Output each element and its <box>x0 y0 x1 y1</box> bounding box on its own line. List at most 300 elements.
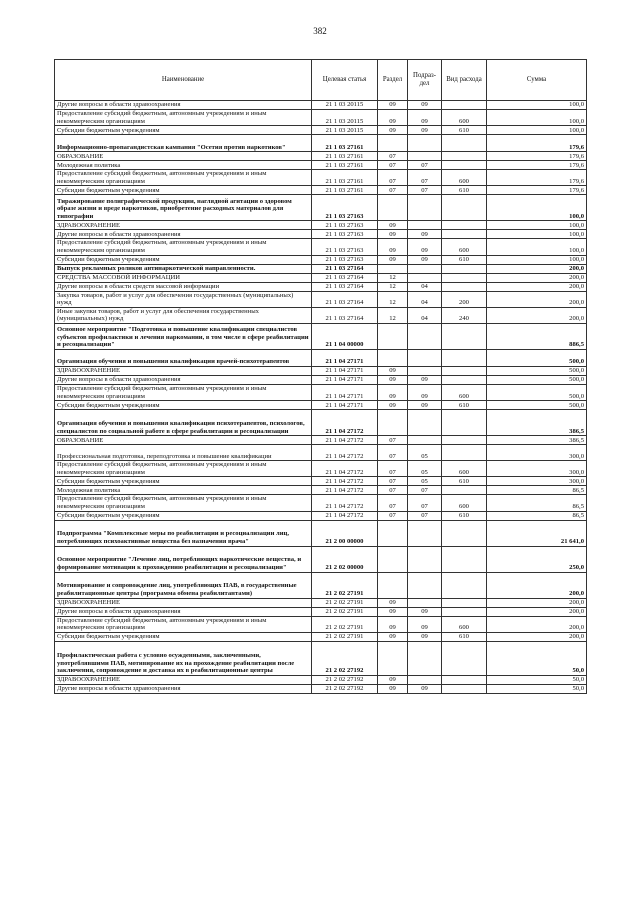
row-type <box>442 264 487 273</box>
row-target: 21 2 02 27192 <box>312 641 378 675</box>
row-target: 21 1 04 27171 <box>312 401 378 410</box>
row-subsection: 09 <box>408 230 442 239</box>
table-row <box>55 616 587 632</box>
row-name: Предоставление субсидий бюджетным, автономным учреждениям и иным некоммерческим организациям <box>55 495 312 511</box>
row-name: Молодежная политика <box>55 161 312 170</box>
table-row <box>55 546 587 572</box>
row-name: Информационно-пропагандистская кампания "Осетия против наркотиков" <box>55 135 312 152</box>
row-target: 21 1 03 27164 <box>312 282 378 291</box>
row-section <box>378 641 408 675</box>
row-sum: 179,6 <box>487 135 587 152</box>
row-subsection <box>408 195 442 221</box>
row-section: 09 <box>378 401 408 410</box>
row-section: 09 <box>378 366 408 375</box>
row-sum: 100,0 <box>487 195 587 221</box>
row-sum: 179,6 <box>487 186 587 195</box>
table-row <box>55 230 587 239</box>
row-type <box>442 221 487 230</box>
row-type <box>442 375 487 384</box>
row-type <box>442 349 487 366</box>
row-type: 600 <box>442 170 487 186</box>
row-subsection <box>408 546 442 572</box>
row-name: Субсидии бюджетным учреждениям <box>55 255 312 264</box>
row-target: 21 1 04 27171 <box>312 384 378 400</box>
row-subsection: 07 <box>408 486 442 495</box>
table-row <box>55 486 587 495</box>
row-name: Субсидии бюджетным учреждениям <box>55 511 312 520</box>
row-sum: 886,5 <box>487 323 587 349</box>
row-name: СРЕДСТВА МАССОВОЙ ИНФОРМАЦИИ <box>55 273 312 282</box>
row-subsection: 07 <box>408 161 442 170</box>
table-row <box>55 349 587 366</box>
row-name: ЗДРАВООХРАНЕНИЕ <box>55 366 312 375</box>
row-name: Основное мероприятие "Лечение лиц, потребляющих наркотические вещества, и формирование мотивации к прохождению реабилитации и ресоциализации" <box>55 546 312 572</box>
row-target: 21 1 04 27172 <box>312 486 378 495</box>
table-row <box>55 675 587 684</box>
row-section: 07 <box>378 161 408 170</box>
table-row <box>55 255 587 264</box>
table-row <box>55 307 587 323</box>
row-subsection <box>408 135 442 152</box>
row-subsection: 09 <box>408 607 442 616</box>
row-section: 09 <box>378 684 408 693</box>
row-type <box>442 195 487 221</box>
header-target: Целевая статья <box>312 60 378 101</box>
row-name: Предоставление субсидий бюджетным, автономным учреждениям и иным некоммерческим организациям <box>55 110 312 126</box>
row-sum: 86,5 <box>487 495 587 511</box>
row-sum: 200,0 <box>487 264 587 273</box>
row-name: Субсидии бюджетным учреждениям <box>55 632 312 641</box>
row-target: 21 2 02 27191 <box>312 632 378 641</box>
row-name: ЗДРАВООХРАНЕНИЕ <box>55 221 312 230</box>
row-target: 21 1 03 27161 <box>312 186 378 195</box>
row-name: ОБРАЗОВАНИЕ <box>55 436 312 445</box>
row-type: 610 <box>442 255 487 264</box>
header-type: Вид расхода <box>442 60 487 101</box>
row-type <box>442 445 487 461</box>
row-sum: 500,0 <box>487 349 587 366</box>
table-row <box>55 520 587 546</box>
row-section: 09 <box>378 598 408 607</box>
row-target: 21 1 03 27163 <box>312 195 378 221</box>
row-target: 21 1 03 27163 <box>312 221 378 230</box>
row-section: 12 <box>378 282 408 291</box>
row-section: 09 <box>378 255 408 264</box>
row-subsection: 07 <box>408 170 442 186</box>
row-section: 09 <box>378 607 408 616</box>
row-name: Другие вопросы в области здравоохранения <box>55 101 312 110</box>
row-sum: 500,0 <box>487 366 587 375</box>
row-subsection <box>408 641 442 675</box>
row-section: 09 <box>378 616 408 632</box>
row-name: Организация обучения и повышения квалификации психотерапевтов, психологов, специалистов по социальной работе в сфере реабилитации и ресоциализации <box>55 410 312 436</box>
row-section: 12 <box>378 307 408 323</box>
row-sum: 200,0 <box>487 607 587 616</box>
row-name: Предоставление субсидий бюджетным, автономным учреждениям и иным некоммерческим организациям <box>55 616 312 632</box>
row-section: 07 <box>378 170 408 186</box>
table-row <box>55 161 587 170</box>
row-subsection <box>408 366 442 375</box>
table-row <box>55 410 587 436</box>
row-section: 07 <box>378 477 408 486</box>
row-type <box>442 598 487 607</box>
row-section: 07 <box>378 495 408 511</box>
row-section: 07 <box>378 511 408 520</box>
row-subsection <box>408 349 442 366</box>
row-target: 21 2 02 27191 <box>312 616 378 632</box>
row-section: 07 <box>378 461 408 477</box>
table-row <box>55 221 587 230</box>
table-row <box>55 135 587 152</box>
row-section <box>378 349 408 366</box>
row-section: 07 <box>378 436 408 445</box>
header-sum: Сумма <box>487 60 587 101</box>
row-name: Молодежная политика <box>55 486 312 495</box>
row-type: 600 <box>442 495 487 511</box>
row-subsection: 05 <box>408 477 442 486</box>
row-sum: 250,0 <box>487 546 587 572</box>
row-sum: 100,0 <box>487 126 587 135</box>
table-row <box>55 323 587 349</box>
row-target: 21 2 02 27192 <box>312 675 378 684</box>
row-type <box>442 546 487 572</box>
row-target: 21 1 04 00000 <box>312 323 378 349</box>
row-subsection: 09 <box>408 255 442 264</box>
row-target: 21 1 03 27163 <box>312 239 378 255</box>
row-sum: 179,6 <box>487 161 587 170</box>
row-section: 09 <box>378 675 408 684</box>
row-subsection <box>408 323 442 349</box>
row-section: 07 <box>378 186 408 195</box>
table-row <box>55 684 587 693</box>
table-row <box>55 101 587 110</box>
table-row <box>55 375 587 384</box>
table-row <box>55 436 587 445</box>
row-section <box>378 323 408 349</box>
row-target: 21 2 02 27191 <box>312 598 378 607</box>
row-target: 21 2 02 27191 <box>312 572 378 598</box>
header-name: Наименование <box>55 60 312 101</box>
row-name: Выпуск рекламных роликов антинаркотической направленности. <box>55 264 312 273</box>
row-sum: 200,0 <box>487 632 587 641</box>
table-row <box>55 632 587 641</box>
row-name: Мотивирование и сопровождение лиц, употребляющих ПАВ, в государственные реабилитационные центры (программа обмена реабилитантами) <box>55 572 312 598</box>
row-name: Предоставление субсидий бюджетным, автономным учреждениям и иным некоммерческим организациям <box>55 239 312 255</box>
row-target: 21 1 04 27172 <box>312 410 378 436</box>
row-subsection: 05 <box>408 445 442 461</box>
row-type: 600 <box>442 384 487 400</box>
row-name: Закупка товаров, работ и услуг для обеспечения государственных (муниципальных) нужд <box>55 291 312 307</box>
row-subsection <box>408 221 442 230</box>
row-sum: 500,0 <box>487 375 587 384</box>
row-name: Другие вопросы в области здравоохранения <box>55 230 312 239</box>
table-row <box>55 384 587 400</box>
row-type: 200 <box>442 291 487 307</box>
row-sum: 179,6 <box>487 170 587 186</box>
row-sum: 300,0 <box>487 445 587 461</box>
row-sum: 100,0 <box>487 110 587 126</box>
table-row <box>55 641 587 675</box>
row-subsection: 09 <box>408 384 442 400</box>
row-section: 09 <box>378 632 408 641</box>
row-subsection <box>408 675 442 684</box>
row-type <box>442 486 487 495</box>
row-target: 21 1 04 27172 <box>312 461 378 477</box>
row-name: Субсидии бюджетным учреждениям <box>55 126 312 135</box>
row-subsection: 04 <box>408 307 442 323</box>
header-section: Раздел <box>378 60 408 101</box>
row-subsection <box>408 436 442 445</box>
row-section: 09 <box>378 126 408 135</box>
table-row <box>55 495 587 511</box>
row-sum: 200,0 <box>487 291 587 307</box>
table-body <box>55 101 587 694</box>
row-subsection <box>408 520 442 546</box>
row-sum: 100,0 <box>487 101 587 110</box>
table-row <box>55 366 587 375</box>
row-section: 09 <box>378 230 408 239</box>
row-section: 09 <box>378 101 408 110</box>
row-name: Основное мероприятие "Подготовка и повышение квалификации специалистов субъектов профилактики и лечения наркомании, в том числе в сфере реабилитации и ресоциализации" <box>55 323 312 349</box>
row-target: 21 1 03 27161 <box>312 135 378 152</box>
row-section: 07 <box>378 445 408 461</box>
table-row <box>55 445 587 461</box>
row-target: 21 1 03 20115 <box>312 126 378 135</box>
row-target: 21 2 02 27191 <box>312 607 378 616</box>
row-subsection: 07 <box>408 511 442 520</box>
row-section: 09 <box>378 110 408 126</box>
row-name: Субсидии бюджетным учреждениям <box>55 186 312 195</box>
table-row <box>55 273 587 282</box>
row-sum: 86,5 <box>487 511 587 520</box>
row-target: 21 2 00 00000 <box>312 520 378 546</box>
row-name: Субсидии бюджетным учреждениям <box>55 477 312 486</box>
row-name: Подпрограмма "Комплексные меры по реабилитации и ресоциализации лиц, потребляющих психоактивные вещества без назначения врача" <box>55 520 312 546</box>
row-subsection <box>408 264 442 273</box>
row-subsection: 09 <box>408 126 442 135</box>
row-name: Другие вопросы в области здравоохранения <box>55 607 312 616</box>
row-subsection <box>408 410 442 436</box>
row-subsection: 09 <box>408 110 442 126</box>
row-sum: 386,5 <box>487 436 587 445</box>
row-target: 21 1 03 27161 <box>312 161 378 170</box>
row-target: 21 1 04 27172 <box>312 477 378 486</box>
row-sum: 200,0 <box>487 307 587 323</box>
row-name: Профессиональная подготовка, переподготовка и повышение квалификации <box>55 445 312 461</box>
table-row <box>55 282 587 291</box>
row-section: 12 <box>378 273 408 282</box>
row-sum: 200,0 <box>487 572 587 598</box>
row-type <box>442 410 487 436</box>
row-type <box>442 366 487 375</box>
row-sum: 200,0 <box>487 616 587 632</box>
row-section: 09 <box>378 239 408 255</box>
row-sum: 21 641,0 <box>487 520 587 546</box>
table-row <box>55 152 587 161</box>
row-name: Субсидии бюджетным учреждениям <box>55 401 312 410</box>
row-subsection: 07 <box>408 186 442 195</box>
row-type <box>442 675 487 684</box>
row-type: 600 <box>442 239 487 255</box>
table-row <box>55 186 587 195</box>
row-type <box>442 101 487 110</box>
row-name: Другие вопросы в области здравоохранения <box>55 375 312 384</box>
table-row <box>55 598 587 607</box>
row-sum: 300,0 <box>487 461 587 477</box>
row-name: ОБРАЗОВАНИЕ <box>55 152 312 161</box>
row-name: Другие вопросы в области здравоохранения <box>55 684 312 693</box>
row-subsection: 05 <box>408 461 442 477</box>
row-target: 21 1 04 27172 <box>312 495 378 511</box>
row-type <box>442 161 487 170</box>
row-section: 07 <box>378 486 408 495</box>
row-name: Профилактическая работа с условно осужденными, заключенными, употреблявшими ПАВ, мотивирование их на прохождение реабилитации после заключения, сопровождение и доставка их в реабилитационные центры <box>55 641 312 675</box>
row-target: 21 1 03 27161 <box>312 170 378 186</box>
row-section: 09 <box>378 221 408 230</box>
row-section: 12 <box>378 291 408 307</box>
row-type <box>442 323 487 349</box>
row-name: Иные закупки товаров, работ и услуг для обеспечения государственных (муниципальных) нужд <box>55 307 312 323</box>
row-subsection: 09 <box>408 616 442 632</box>
table-row <box>55 195 587 221</box>
table-row <box>55 264 587 273</box>
row-type <box>442 152 487 161</box>
row-sum: 500,0 <box>487 401 587 410</box>
row-subsection <box>408 273 442 282</box>
row-subsection: 07 <box>408 495 442 511</box>
row-type: 610 <box>442 401 487 410</box>
row-target: 21 1 04 27171 <box>312 366 378 375</box>
table-row <box>55 126 587 135</box>
row-section <box>378 520 408 546</box>
row-sum: 100,0 <box>487 239 587 255</box>
row-name: Предоставление субсидий бюджетным, автономным учреждениям и иным некоммерческим организациям <box>55 384 312 400</box>
row-target: 21 1 04 27172 <box>312 436 378 445</box>
row-target: 21 1 04 27172 <box>312 445 378 461</box>
row-name: Организация обучения и повышения квалификации врачей-психотерапевтов <box>55 349 312 366</box>
row-type <box>442 282 487 291</box>
row-type <box>442 684 487 693</box>
row-type <box>442 641 487 675</box>
row-name: ЗДРАВООХРАНЕНИЕ <box>55 598 312 607</box>
row-type: 610 <box>442 126 487 135</box>
row-name: Другие вопросы в области средств массовой информации <box>55 282 312 291</box>
page-number: 382 <box>313 26 327 36</box>
row-sum: 100,0 <box>487 230 587 239</box>
table-row <box>55 291 587 307</box>
budget-table <box>54 59 587 694</box>
table-row <box>55 461 587 477</box>
row-name: Предоставление субсидий бюджетным, автономным учреждениям и иным некоммерческим организациям <box>55 170 312 186</box>
table-row <box>55 607 587 616</box>
row-section: 09 <box>378 375 408 384</box>
row-type: 600 <box>442 110 487 126</box>
table-row <box>55 401 587 410</box>
table-row <box>55 110 587 126</box>
row-name: ЗДРАВООХРАНЕНИЕ <box>55 675 312 684</box>
row-target: 21 1 04 27171 <box>312 375 378 384</box>
row-type: 610 <box>442 186 487 195</box>
table-row <box>55 170 587 186</box>
row-name: Тиражирование полиграфической продукции, наглядной агитации о здоровом образе жизни и вреде наркотиков, приобретение расходных материалов для типографии <box>55 195 312 221</box>
row-target: 21 1 03 27163 <box>312 230 378 239</box>
row-subsection <box>408 572 442 598</box>
table-row <box>55 239 587 255</box>
header-subsection: Подраз-дел <box>408 60 442 101</box>
row-section <box>378 546 408 572</box>
row-subsection: 09 <box>408 375 442 384</box>
row-subsection: 04 <box>408 291 442 307</box>
row-sum: 179,6 <box>487 152 587 161</box>
row-section <box>378 572 408 598</box>
row-sum: 200,0 <box>487 598 587 607</box>
table-row <box>55 511 587 520</box>
row-sum: 500,0 <box>487 384 587 400</box>
row-target: 21 1 03 20115 <box>312 110 378 126</box>
row-target: 21 1 03 27164 <box>312 273 378 282</box>
row-section: 09 <box>378 384 408 400</box>
row-type <box>442 572 487 598</box>
row-subsection: 09 <box>408 401 442 410</box>
row-type: 610 <box>442 632 487 641</box>
row-sum: 386,5 <box>487 410 587 436</box>
row-subsection: 09 <box>408 684 442 693</box>
row-target: 21 1 03 27164 <box>312 307 378 323</box>
row-type: 600 <box>442 461 487 477</box>
row-type <box>442 436 487 445</box>
row-type <box>442 520 487 546</box>
row-sum: 50,0 <box>487 675 587 684</box>
row-sum: 300,0 <box>487 477 587 486</box>
row-subsection: 04 <box>408 282 442 291</box>
row-section <box>378 135 408 152</box>
row-target: 21 1 03 27164 <box>312 264 378 273</box>
row-type <box>442 273 487 282</box>
row-sum: 50,0 <box>487 684 587 693</box>
row-sum: 86,5 <box>487 486 587 495</box>
row-subsection: 09 <box>408 632 442 641</box>
row-type <box>442 607 487 616</box>
row-name: Предоставление субсидий бюджетным, автономным учреждениям и иным некоммерческим организациям <box>55 461 312 477</box>
row-type: 610 <box>442 511 487 520</box>
row-target: 21 1 03 27163 <box>312 255 378 264</box>
row-target: 21 2 02 27192 <box>312 684 378 693</box>
row-type <box>442 230 487 239</box>
row-target: 21 1 04 27171 <box>312 349 378 366</box>
row-subsection <box>408 598 442 607</box>
row-sum: 100,0 <box>487 221 587 230</box>
row-target: 21 1 04 27172 <box>312 511 378 520</box>
row-sum: 200,0 <box>487 273 587 282</box>
row-subsection: 09 <box>408 239 442 255</box>
row-type: 610 <box>442 477 487 486</box>
table-row <box>55 572 587 598</box>
row-section: 07 <box>378 152 408 161</box>
row-type: 240 <box>442 307 487 323</box>
row-type: 600 <box>442 616 487 632</box>
row-subsection: 09 <box>408 101 442 110</box>
row-target: 21 2 02 00000 <box>312 546 378 572</box>
row-target: 21 1 03 27161 <box>312 152 378 161</box>
row-section <box>378 264 408 273</box>
row-sum: 200,0 <box>487 282 587 291</box>
row-section <box>378 410 408 436</box>
row-sum: 50,0 <box>487 641 587 675</box>
table-header-row <box>55 60 587 101</box>
row-target: 21 1 03 27164 <box>312 291 378 307</box>
row-target: 21 1 03 20115 <box>312 101 378 110</box>
row-type <box>442 135 487 152</box>
